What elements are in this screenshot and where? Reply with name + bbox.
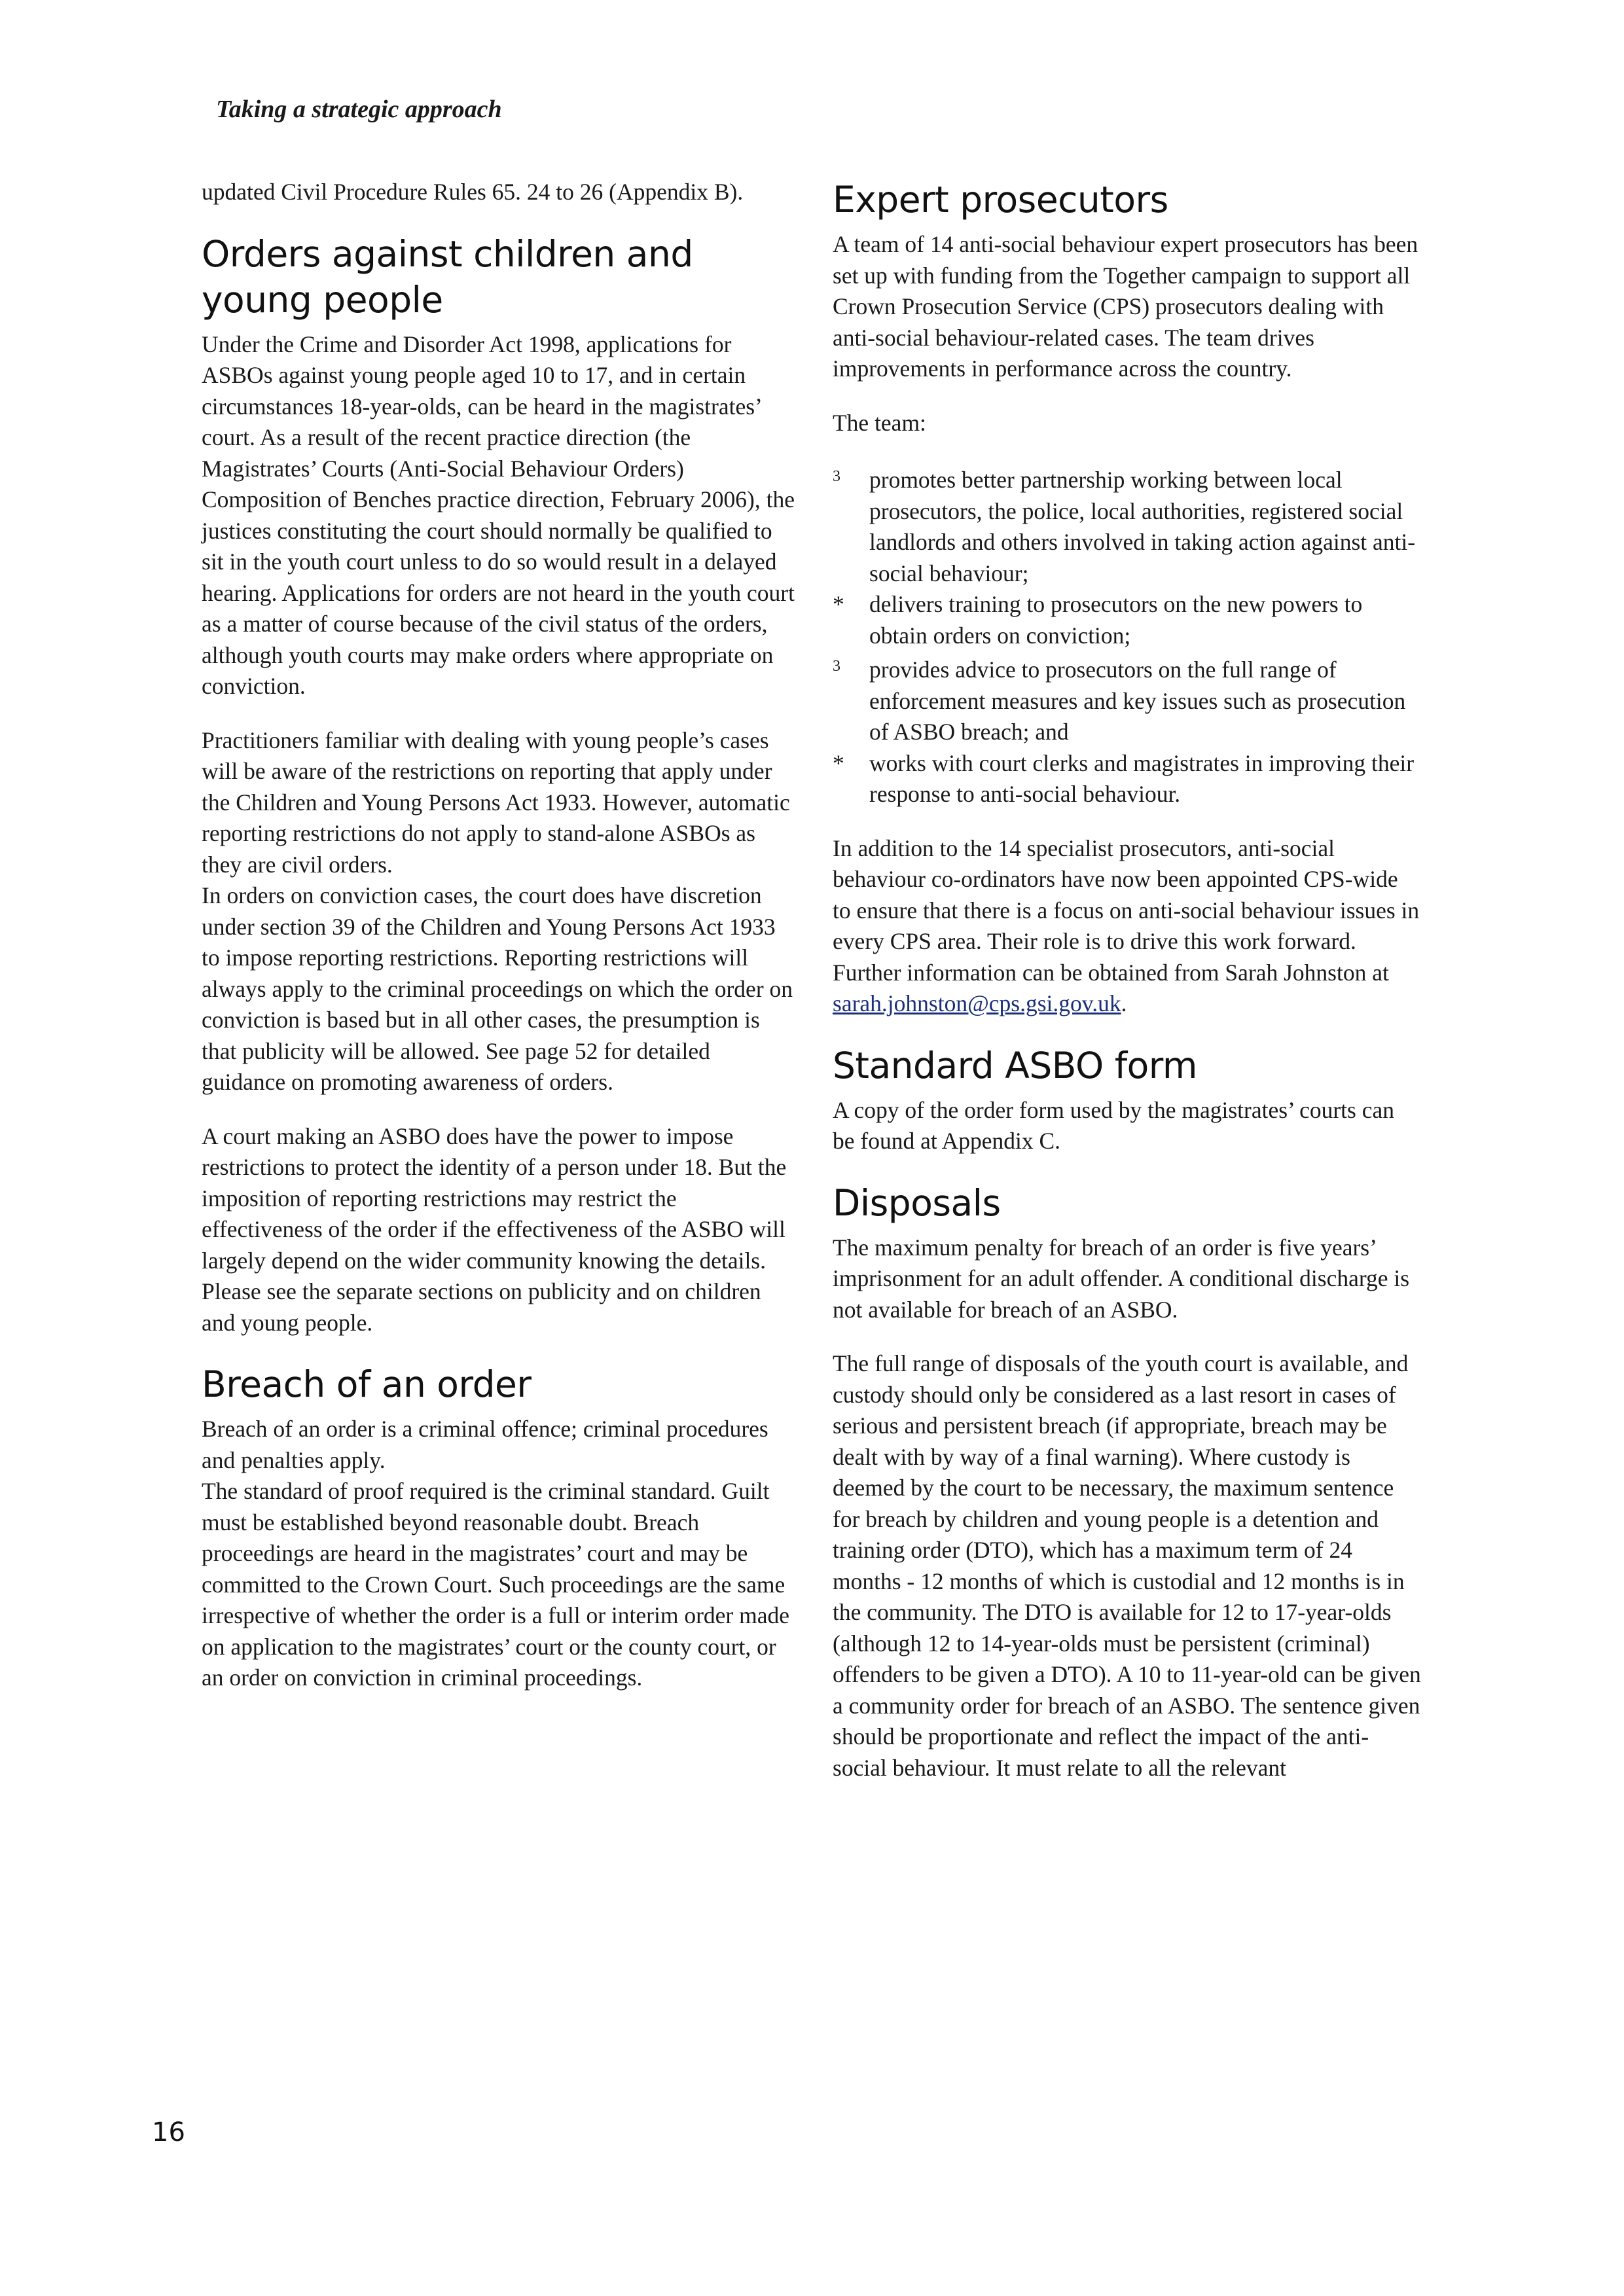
expert-paragraph-3 — [833, 833, 1422, 1020]
bullet-mark: * — [833, 591, 844, 617]
disposals-paragraph-1: The maximum penalty for breach of an order is five years’ imprisonment for an adult offender. A conditional discharge is not available for breach of an ASBO. — [833, 1234, 1410, 1323]
form-paragraph-1: A copy of the order form used by the magistrates’ courts can be found at Appendix C. — [833, 1096, 1394, 1154]
expert-paragraph-3-end: . — [1121, 990, 1127, 1016]
heading-breach-of-an-order: Breach of an order — [202, 1363, 532, 1405]
breach-paragraph-1: Breach of an order is a criminal offence; criminal procedures and penalties apply. — [202, 1416, 768, 1473]
running-header: Taking a strategic approach — [216, 96, 502, 123]
children-paragraph-2: Practitioners familiar with dealing with young people’s cases will be aware of the restrictions on reporting that apply under the Children and Young Persons Act 1933. However, automatic reporting restrictions do not apply to stand-alone ASBOs as they are civil orders. — [202, 726, 790, 878]
heading-standard-asbo-form: Standard ASBO form — [833, 1044, 1198, 1086]
list-item — [833, 589, 1422, 651]
list-item — [833, 651, 1422, 748]
children-paragraph-1: Under the Crime and Disorder Act 1998, applications for ASBOs against young people aged 10 to 17, and in certain circumstances 18-year-olds, can be heard in the magistrates’ court. As a result of the recent practice direction (the Magistrates’ Courts (Anti-Social Behaviour Orders) Composition of Benches practice direction, February 2006), the justices constituting the court should normally be qualified to sit in the youth court unless to do so would result in a delayed hearing. Applications for orders are not heard in the youth court as a matter of course because of the civil status of the orders, although youth courts may make orders where appropriate on conviction. — [202, 331, 795, 699]
left-column — [202, 177, 799, 1717]
bullet-mark: 3 — [833, 468, 840, 485]
expert-paragraph-3-text: In addition to the 14 specialist prosecutors, anti-social behaviour co-ordinators have now been appointed CPS-wide to ensure that there is a focus on anti-social behaviour issues in every CPS area. Their role is to drive this work forward. Further information can be obtained from Sarah Johnston at — [833, 834, 1420, 986]
bullet-text: promotes better partnership working between local prosecutors, the police, local authorities, registered social landlords and others involved in taking action against anti-social behaviour; — [869, 467, 1416, 586]
list-item — [833, 748, 1422, 810]
heading-orders-against-children: Orders against children and young people — [202, 232, 693, 321]
children-paragraph-4: A court making an ASBO does have the power to impose restrictions to protect the identity of a person under 18. But the imposition of reporting restrictions may restrict the effectiveness of the order if the effectiveness of the ASBO will largely depend on the wider community knowing the details. Please see the separate sections on publicity and on children and young people. — [202, 1122, 787, 1336]
bullet-text: works with court clerks and magistrates in improving their response to anti-social behaviour. — [869, 749, 1415, 807]
bullet-text: provides advice to prosecutors on the full range of enforcement measures and key issues such as prosecution of ASBO breach; and — [869, 656, 1406, 745]
bullet-text: delivers training to prosecutors on the new powers to obtain orders on conviction; — [869, 591, 1363, 649]
expert-paragraph-1: A team of 14 anti-social behaviour expert prosecutors has been set up with funding from the Together campaign to support all Crown Prosecution Service (CPS) prosecutors dealing with anti-social behaviour-related cases. The team drives improvements in performance across the country. — [833, 231, 1418, 382]
expert-paragraph-2: The team: — [833, 409, 926, 436]
page-number: 16 — [152, 2117, 185, 2147]
bullet-mark: 3 — [833, 658, 840, 675]
disposals-paragraph-2: The full range of disposals of the youth court is available, and custody should only be considered as a last resort in cases of serious and persistent breach (if appropriate, breach may be dealt with by way of a final warning). Where custody is deemed by the court to be necessary, the maximum sentence for breach by children and young people is a detention and training order (DTO), which has a maximum term of 24 months - 12 months of which is custodial and 12 months is in the community. The DTO is available for 12 to 17-year-olds (although 12 to 14-year-olds must be persistent (criminal) offenders to be given a DTO). A 10 to 11-year-old can be given a community order for breach of an ASBO. The sentence given should be proportionate and reflect the impact of the anti-social behaviour. It must relate to all the relevant — [833, 1350, 1421, 1781]
team-duties-list — [833, 461, 1422, 810]
bullet-mark: * — [833, 749, 844, 776]
email-link[interactable]: sarah.johnston@cps.gsi.gov.uk — [833, 990, 1121, 1016]
list-item — [833, 461, 1422, 589]
heading-disposals: Disposals — [833, 1181, 1001, 1224]
heading-expert-prosecutors: Expert prosecutors — [833, 179, 1168, 221]
right-column — [833, 177, 1422, 1806]
children-paragraph-3: In orders on conviction cases, the court does have discretion under section 39 of the Children and Young Persons Act 1933 to impose reporting restrictions. Reporting restrictions will always apply to the criminal proceedings on which the order on conviction is based but in all other cases, the presumption is that publicity will be allowed. See page 52 for detailed guidance on promoting awareness of orders. — [202, 882, 793, 1095]
breach-paragraph-2: The standard of proof required is the criminal standard. Guilt must be established beyond reasonable doubt. Breach proceedings are heard in the magistrates’ court and may be committed to the Crown Court. Such proceedings are the same irrespective of whether the order is a full or interim order made on application to the magistrates’ court or the county court, or an order on conviction in criminal proceedings. — [202, 1478, 789, 1691]
intro-paragraph: updated Civil Procedure Rules 65. 24 to 26 (Appendix B). — [202, 179, 744, 205]
